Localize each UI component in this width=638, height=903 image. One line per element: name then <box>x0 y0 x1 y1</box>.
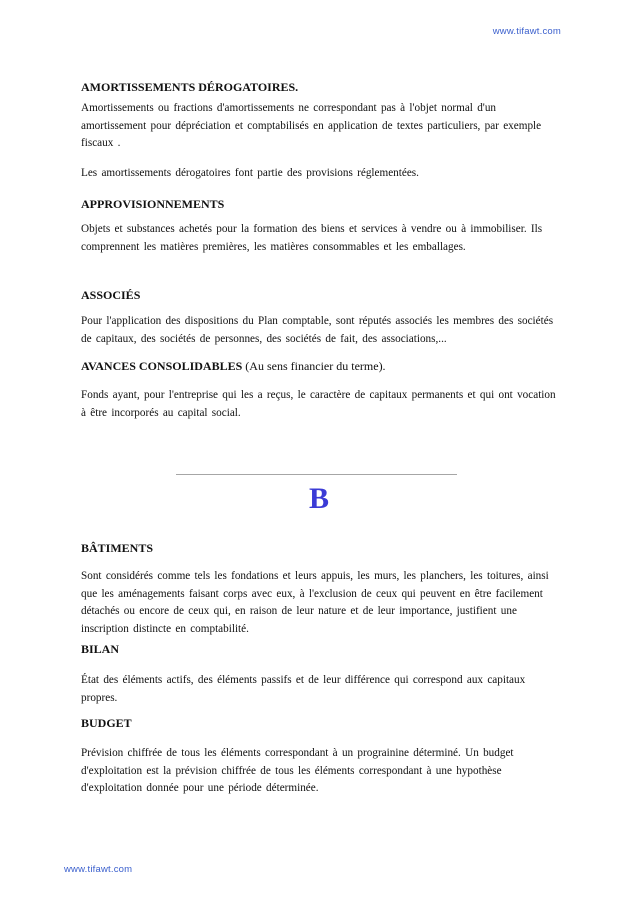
entry-term: AMORTISSEMENTS DÉROGATOIRES. <box>81 80 299 94</box>
entry-definition <box>81 672 561 707</box>
entry-definition <box>81 387 561 422</box>
footer-site-link[interactable]: www.tifawt.com <box>64 864 133 875</box>
entry-associes <box>81 288 561 303</box>
entry-term-note: (Au sens financier du terme). <box>245 359 386 373</box>
entry-paragraph: Prévision chiffrée de tous les éléments correspondant à un prograinine déterminé. Un budget d'exploitation est la prévision chiffrée de tous les éléments correspondant à une hypothèse d'exploitation donnée pour une période déterminée. <box>81 747 514 794</box>
entry-term: APPROVISIONNEMENTS <box>81 197 225 211</box>
entry-term-name: AVANCES CONSOLIDABLES <box>81 359 243 373</box>
entry-term: BUDGET <box>81 716 132 730</box>
entry-paragraph: Objets et substances achetés pour la formation des biens et services à vendre ou à immobiliser. Ils comprennent les matières premières, les matières consommables et les emballages. <box>81 223 543 253</box>
entry-budget <box>81 716 561 731</box>
entry-paragraph: État des éléments actifs, des éléments passifs et de leur différence qui correspond aux capitaux propres. <box>81 674 526 704</box>
entry-definition <box>81 221 561 256</box>
entry-paragraph: Pour l'application des dispositions du Plan comptable, sont réputés associés les membres des sociétés de capitaux, des sociétés de personnes, des sociétés de fait, des associations,... <box>81 315 554 345</box>
entry-term: ASSOCIÉS <box>81 288 141 302</box>
entry-term: BÂTIMENTS <box>81 541 154 555</box>
entry-paragraph: Les amortissements dérogatoires font partie des provisions réglementées. <box>81 167 419 179</box>
entry-definition <box>81 313 561 348</box>
entry-batiments <box>81 541 561 556</box>
entry-definition <box>81 568 561 638</box>
entry-term <box>81 359 561 374</box>
section-letter: B <box>308 482 329 515</box>
header-site-link[interactable]: www.tifawt.com <box>492 26 561 37</box>
entry-approvisionnements <box>81 197 561 212</box>
entry-bilan <box>81 642 561 657</box>
section-divider <box>176 474 457 475</box>
entry-definition <box>81 100 561 153</box>
entry-paragraph: Amortissements ou fractions d'amortissements ne correspondant pas à l'objet normal d'un amortissement pour dépréciation et comptabilisés en application de textes particuliers, par exemple fiscaux . <box>81 102 542 149</box>
entry-paragraph: Fonds ayant, pour l'entreprise qui les a reçus, le caractère de capitaux permanents et qui ont vocation à être incorporés au capital social. <box>81 389 556 419</box>
entry-definition <box>81 165 561 183</box>
entry-avances-consolidables <box>81 359 561 374</box>
entry-paragraph: Sont considérés comme tels les fondations et leurs appuis, les murs, les planchers, les toitures, ainsi que les aménagements faisant corps avec eux, à l'exclusion de ceux qui peuvent en être facilement détachés ou encore de ceux qui, en raison de leur nature et de leur importance, justifient une inscription distincte en comptabilité. <box>81 570 549 635</box>
entry-term: BILAN <box>81 642 120 656</box>
entry-amortissements-derogatoires <box>81 80 561 95</box>
entry-definition <box>81 745 561 798</box>
